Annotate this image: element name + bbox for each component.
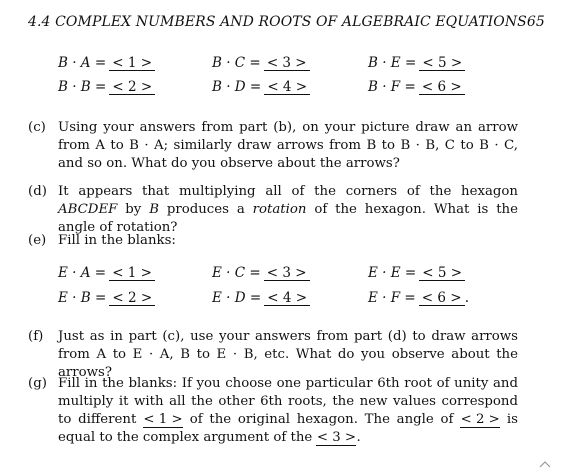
text-part: by — [117, 202, 150, 217]
b-row2-col1 — [58, 79, 155, 95]
item-text: Just as in part (c), use your answers from part (d) to draw arrows from A to E · A, B to E · B, etc. What do you observe about the arrows? — [58, 329, 518, 380]
answer-blank[interactable]: < 2 > — [460, 412, 500, 427]
e-row2-col2 — [212, 290, 310, 306]
chevron-up-icon[interactable] — [539, 460, 551, 468]
answer-blank[interactable]: < 2 > — [109, 80, 155, 95]
item-c — [28, 119, 518, 173]
e-row1-col2 — [212, 265, 310, 281]
expr: B · F = — [368, 79, 416, 95]
text-part: of the hexagon. What is the angle of rotation? — [58, 202, 518, 235]
answer-blank[interactable]: < 4 > — [264, 291, 310, 306]
answer-blank[interactable]: < 6 > — [419, 291, 465, 306]
item-text: Fill in the blanks: — [58, 233, 176, 248]
item-text — [58, 183, 518, 237]
expr: E · C = — [212, 265, 261, 281]
expr: E · E = — [368, 265, 417, 281]
expr: E · B = — [58, 290, 107, 306]
e-row1-col3 — [368, 265, 465, 281]
expr: B · D = — [212, 79, 262, 95]
answer-blank[interactable]: < 5 > — [419, 56, 465, 71]
answer-blank[interactable]: < 1 > — [143, 412, 183, 427]
expr: E · F = — [368, 290, 416, 306]
item-label: (c) — [28, 120, 46, 135]
e-row1-col1 — [58, 265, 155, 281]
e-row2-col3 — [368, 290, 469, 306]
answer-blank[interactable]: < 1 > — [109, 266, 155, 281]
expr: E · D = — [212, 290, 262, 306]
b-row2-col2 — [212, 79, 310, 95]
text-part: Fill in the blanks: If you choose one particular 6th root of unity and multiply it with all the other 6th roots, the new values correspond to different — [58, 376, 518, 427]
answer-blank[interactable]: < 2 > — [109, 291, 155, 306]
item-text — [58, 375, 518, 447]
text-part: is equal to the complex argument of the — [58, 412, 518, 445]
answer-blank[interactable]: < 3 > — [264, 56, 310, 71]
hexagon-name: ABCDEF — [58, 202, 118, 217]
text-part: . — [356, 430, 361, 445]
answer-blank[interactable]: < 3 > — [316, 430, 357, 445]
text-part: produces a — [158, 202, 253, 217]
item-g — [28, 375, 518, 447]
answer-blank[interactable]: < 3 > — [264, 266, 310, 281]
b-row1-col1 — [58, 55, 155, 71]
answer-blank[interactable]: < 5 > — [419, 266, 465, 281]
b-row1-col2 — [212, 55, 310, 71]
text-part: It appears that multiplying all of the corners of the hexagon — [58, 184, 518, 199]
page-header: 4.4 COMPLEX NUMBERS AND ROOTS OF ALGEBRAIC EQUATIONS65 — [28, 14, 545, 30]
variable-b: B — [149, 202, 159, 217]
expr: B · E = — [368, 55, 417, 71]
expr: B · C = — [212, 55, 261, 71]
text-part: of the original hexagon. The angle of — [183, 412, 461, 427]
answer-blank[interactable]: < 4 > — [264, 80, 310, 95]
emph-rotation: rotation — [252, 202, 307, 217]
expr: E · A = — [58, 265, 107, 281]
expr: B · B = — [58, 79, 107, 95]
item-label: (e) — [28, 233, 47, 248]
answer-blank[interactable]: < 6 > — [419, 80, 465, 95]
e-row2-col1 — [58, 290, 155, 306]
item-text: Using your answers from part (b), on your picture draw an arrow from A to B · A; similarly draw arrows from B to B · B, C to B · C, and so on. What do you observe about the arrows? — [58, 120, 518, 171]
b-row1-col3 — [368, 55, 465, 71]
item-label: (d) — [28, 184, 47, 199]
item-f — [28, 328, 518, 382]
item-d — [28, 183, 518, 237]
answer-blank[interactable]: < 1 > — [109, 56, 155, 71]
expr: B · A = — [58, 55, 107, 71]
item-label: (f) — [28, 329, 44, 344]
b-row2-col3 — [368, 79, 465, 95]
item-e — [28, 232, 518, 250]
item-label: (g) — [28, 376, 47, 391]
period: . — [464, 290, 469, 306]
